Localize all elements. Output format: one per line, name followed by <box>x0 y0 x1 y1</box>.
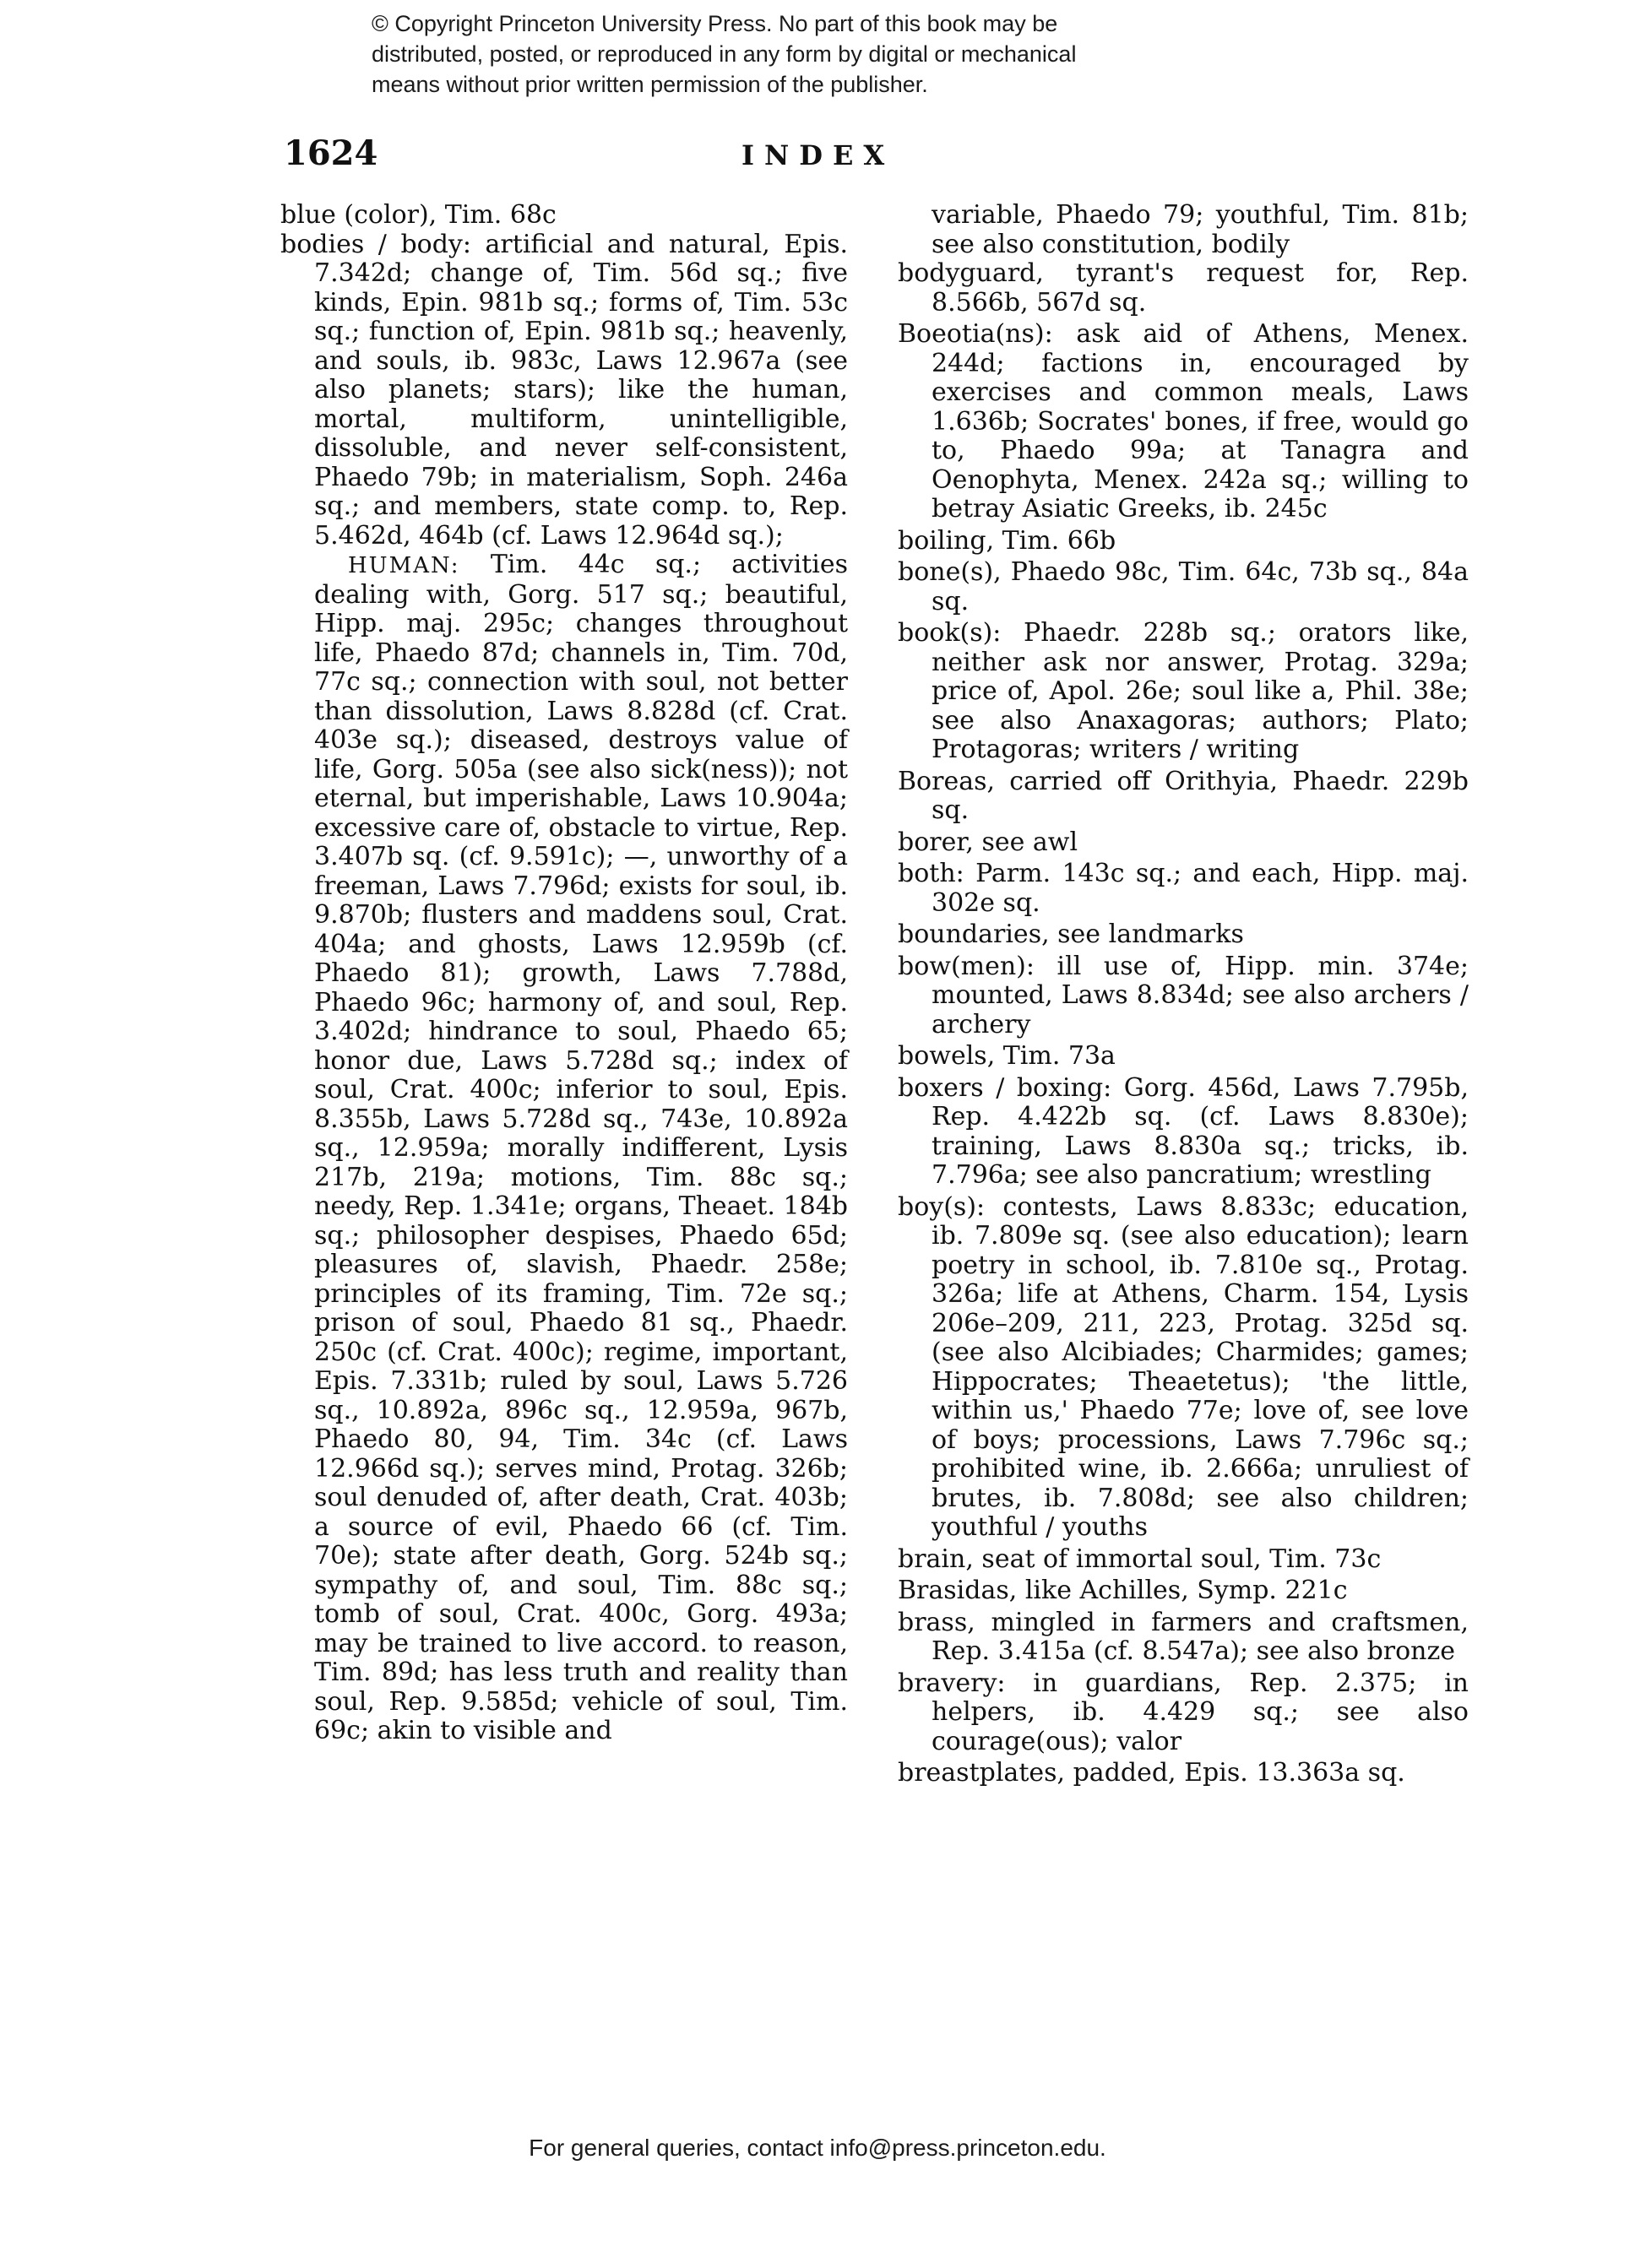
index-entry-borer: borer, see awl <box>898 827 1078 857</box>
page-number: 1624 <box>284 133 378 173</box>
index-entry-bodies: bodies / body: artificial and natural, Epis. 7.342d; change of, Tim. 56d sq.; five kinds, Epin. 981b sq.; forms of, Tim. 53c sq.; function of, Epin. 981b sq.; heavenly, and souls, ib. 983c, Laws 12.967a (see also planets; stars); like the human, mortal, multiform, unintelligible, dissoluble, and never self-consistent, Phaedo 79b; in materialism, Soph. 246a sq.; and members, state comp. to, Rep. 5.462d, 464b (cf. Laws 12.964d sq.); <box>280 229 848 551</box>
subentry-text-human: Tim. 44c sq.; activities dealing with, Gorg. 517 sq.; beautiful, Hipp. maj. 295c; changes throughout life, Phaedo 87d; channels in, Tim. 70d, 77c sq.; connection with soul, not better than dissolution, Laws 8.828d (cf. Crat. 403e sq.); diseased, destroys value of life, Gorg. 505a (see also sick(ness)); not eternal, but imperishable, Laws 10.904a; excessive care of, obstacle to virtue, Rep. 3.407b sq. (cf. 9.591c); —, unworthy of a freeman, Laws 7.796d; exists for soul, ib. 9.870b; flusters and maddens soul, Crat. 404a; and ghosts, Laws 12.959b (cf. Phaedo 81); growth, Laws 7.788d, Phaedo 96c; harmony of, and soul, Rep. 3.402d; hindrance to soul, Phaedo 65; honor due, Laws 5.728d sq.; index of soul, Crat. 400c; inferior to soul, Epis. 8.355b, Laws 5.728d sq., 743e, 10.892a sq., 12.959a; morally indifferent, Lysis 217b, 219a; motions, Tim. 88c sq.; needy, Rep. 1.341e; organs, Theaet. 184b sq.; philosopher despises, Phaedo 65d; pleasures of, slavish, Phaedr. 258e; principles of its framing, Tim. 72e sq.; prison of soul, Phaedo 81 sq., Phaedr. 250c (cf. Crat. 400c); regime, important, Epis. 7.331b; ruled by soul, Laws 5.726 sq., 10.892a, 896c sq., 12.959a, 967b, Phaedo 80, 94, Tim. 34c (cf. Laws 12.966d sq.); serves mind, Protag. 326b; soul denuded of, after death, Crat. 403b; a source of evil, Phaedo 66 (cf. Tim. 70e); state after death, Gorg. 524b sq.; sympathy of, and soul, Tim. 88c sq.; tomb of soul, Crat. 400c, Gorg. 493a; may be trained to live accord. to reason, Tim. 89d; has less truth and reality than soul, Rep. 9.585d; vehicle of soul, Tim. 69c; akin to visible and <box>314 550 848 1745</box>
footer-contact: For general queries, contact info@press.princeton.edu. <box>529 2135 1106 2161</box>
index-entry-boreas: Boreas, carried off Orithyia, Phaedr. 229b sq. <box>898 766 1469 825</box>
index-entry-books: book(s): Phaedr. 228b sq.; orators like, neither ask nor answer, Protag. 329a; price of, Apol. 26e; soul like a, Phil. 38e; see also Anaxagoras; authors; Plato; Protagoras; writers / writing <box>898 618 1469 764</box>
subentry-label-human: HUMAN: <box>348 553 460 578</box>
index-entry-blue: blue (color), Tim. 68c <box>280 200 557 230</box>
index-entry-boiling: boiling, Tim. 66b <box>898 525 1116 556</box>
index-entry-boys: boy(s): contests, Laws 8.833c; education, ib. 7.809e sq. (see also education); learn poetry in school, ib. 7.810e sq., Protag. 326a; life at Athens, Charm. 154, Lysis 206e–209, 211, 223, Protag. 325d sq. (see also Alcibiades; Charmides; games; Hippocrates; Theaetetus); 'the little, within us,' Phaedo 77e; love of, see love of boys; processions, Laws 7.796c sq.; prohibited wine, ib. 2.666a; unruliest of brutes, ib. 7.808d; see also children; youthful / youths <box>898 1191 1469 1542</box>
index-subentry-human <box>280 551 848 1746</box>
index-column-left <box>280 201 848 1746</box>
index-entry-both: both: Parm. 143c sq.; and each, Hipp. maj. 302e sq. <box>898 859 1469 918</box>
index-entry-bowmen: bow(men): ill use of, Hipp. min. 374e; mounted, Laws 8.834d; see also archers / archery <box>898 951 1469 1039</box>
copyright-line-3: means without prior written permission of the publisher. <box>372 72 928 97</box>
index-entry-bones: bone(s), Phaedo 98c, Tim. 64c, 73b sq., 84a sq. <box>898 557 1469 616</box>
index-entry-brasidas: Brasidas, like Achilles, Symp. 221c <box>898 1576 1348 1605</box>
index-entry-boundaries: boundaries, see landmarks <box>898 920 1244 949</box>
copyright-notice <box>372 8 1216 100</box>
copyright-line-1: © Copyright Princeton University Press. No part of this book may be <box>372 11 1058 36</box>
index-entry-brass: brass, mingled in farmers and craftsmen, Rep. 3.415a (cf. 8.547a); see also bronze <box>898 1607 1469 1666</box>
index-entry-breastplates: breastplates, padded, Epis. 13.363a sq. <box>898 1758 1405 1788</box>
copyright-line-2: distributed, posted, or reproduced in any form by digital or mechanical <box>372 41 1077 67</box>
index-entry-bravery: bravery: in guardians, Rep. 2.375; in helpers, ib. 4.429 sq.; see also courage(ous); valor <box>898 1668 1469 1756</box>
index-entry-brain: brain, seat of immortal soul, Tim. 73c <box>898 1544 1382 1574</box>
index-entry-bowels: bowels, Tim. 73a <box>898 1041 1116 1071</box>
running-head: INDEX <box>741 139 895 171</box>
index-entry-boeotia: Boeotia(ns): ask aid of Athens, Menex. 244d; factions in, encouraged by exercises and common meals, Laws 1.636b; Socrates' bones, if free, would go to, Phaedo 99a; at Tanagra and Oenophyta, Menex. 242a sq.; willing to betray Asiatic Greeks, ib. 245c <box>898 319 1469 524</box>
index-entry-continuation: variable, Phaedo 79; youthful, Tim. 81b; see also constitution, bodily <box>932 200 1469 259</box>
index-entry-boxers: boxers / boxing: Gorg. 456d, Laws 7.795b, Rep. 4.422b sq. (cf. Laws 8.830e); training, Laws 8.830a sq.; tricks, ib. 7.796a; see also pancratium; wrestling <box>898 1072 1469 1190</box>
index-entry-bodyguard: bodyguard, tyrant's request for, Rep. 8.566b, 567d sq. <box>898 258 1469 317</box>
index-column-right <box>898 201 1469 1791</box>
